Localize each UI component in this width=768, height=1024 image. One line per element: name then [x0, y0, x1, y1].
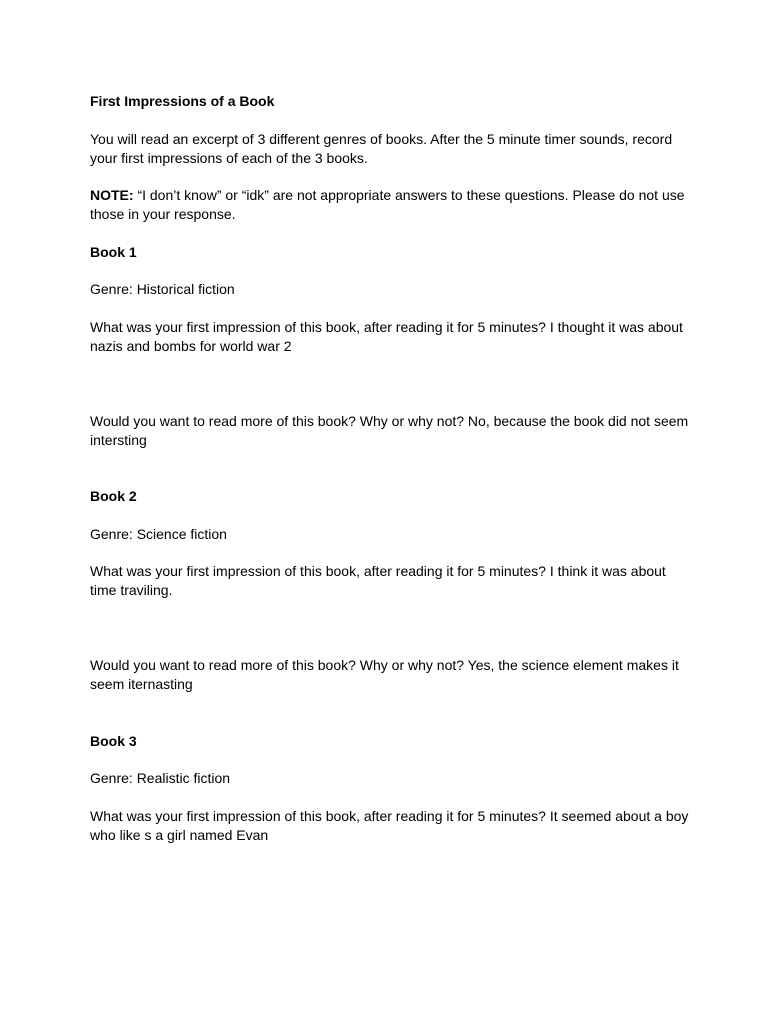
book-3-first-impression: What was your first impression of this book, after reading it for 5 minutes? It seemed about a boy who like s a girl named Evan	[90, 808, 689, 843]
book-2-genre: Genre: Science fiction	[90, 526, 227, 542]
note-text: “I don’t know” or “idk” are not appropriate answers to these questions. Please do not use those in your response.	[90, 187, 685, 222]
book-2-first-impression: What was your first impression of this book, after reading it for 5 minutes? I think it was about time traviling.	[90, 563, 666, 598]
book-2-heading: Book 2	[90, 488, 137, 504]
note-label: NOTE:	[90, 187, 134, 203]
book-2-read-more: Would you want to read more of this book? Why or why not? Yes, the science element makes it seem iternasting	[90, 657, 679, 692]
note-paragraph	[90, 186, 690, 224]
book-1-first-impression: What was your first impression of this book, after reading it for 5 minutes? I thought it was about nazis and bombs for world war 2	[90, 319, 683, 354]
book-1-genre: Genre: Historical fiction	[90, 281, 235, 297]
book-1-heading: Book 1	[90, 244, 137, 260]
book-1-read-more: Would you want to read more of this book? Why or why not? No, because the book did not seem intersting	[90, 413, 689, 448]
document-title: First Impressions of a Book	[90, 93, 275, 109]
intro-paragraph: You will read an excerpt of 3 different genres of books. After the 5 minute timer sounds, record your first impressions of each of the 3 books.	[90, 131, 673, 166]
book-3-genre: Genre: Realistic fiction	[90, 770, 231, 786]
book-3-heading: Book 3	[90, 733, 137, 749]
